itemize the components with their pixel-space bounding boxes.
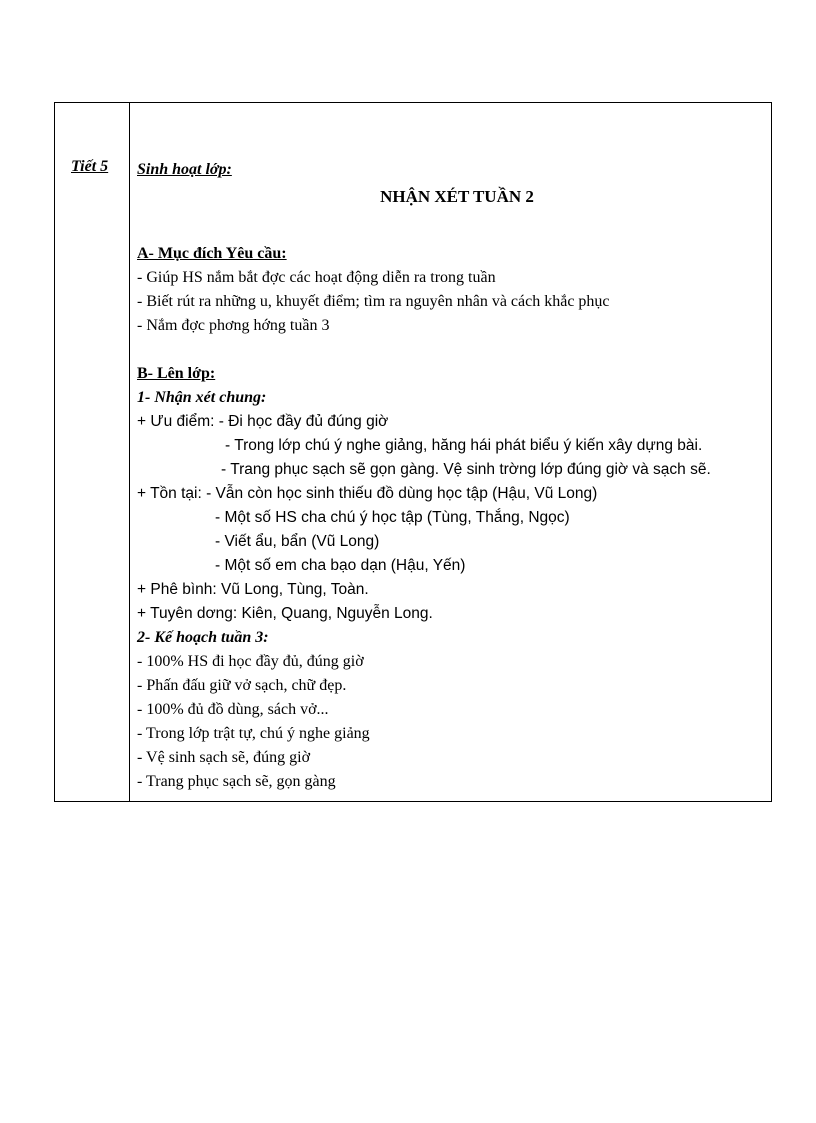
- lesson-content: [137, 158, 765, 794]
- plan-item: - 100% HS đi học đầy đủ, đúng giờ: [137, 653, 364, 670]
- weakness-item: - Một số HS cha chú ý học tập (Tùng, Thắng, Ngọc): [215, 509, 570, 526]
- weaknesses-line: + Tồn tại: - Vẫn còn học sinh thiếu đồ dùng học tập (Hậu, Vũ Long): [137, 485, 598, 502]
- plan-item: - Vệ sinh sạch sẽ, đúng giờ: [137, 749, 311, 766]
- period-label: Tiết 5: [71, 158, 109, 175]
- strengths-line: + Ưu điểm: - Đi học đầy đủ đúng giờ: [137, 413, 389, 430]
- column-divider: [129, 103, 130, 801]
- strength-item: - Trong lớp chú ý nghe giảng, hăng hái phát biểu ý kiến xây dựng bài.: [225, 437, 703, 454]
- week-plan-heading: 2- Kế hoạch tuần 3:: [137, 629, 269, 646]
- plan-item: - 100% đủ đồ dùng, sách vở...: [137, 701, 329, 718]
- general-review-heading: 1- Nhận xét chung:: [137, 389, 267, 406]
- section-heading: Sinh hoạt lớp:: [137, 161, 232, 178]
- plan-item: - Trong lớp trật tự, chú ý nghe giảng: [137, 725, 370, 742]
- lesson-table: [54, 102, 772, 802]
- criticism-line: + Phê bình: Vũ Long, Tùng, Toàn.: [137, 581, 369, 598]
- page-title: NHẬN XÉT TUẦN 2: [380, 187, 534, 206]
- part-a-item: - Giúp HS nắm bắt đợc các hoạt động diễn ra trong tuần: [137, 269, 496, 286]
- weakness-item: - Một số em cha bạo dạn (Hậu, Yến): [215, 557, 466, 574]
- plan-item: - Trang phục sạch sẽ, gọn gàng: [137, 773, 336, 790]
- part-a-item: - Nắm đợc phơng hớng tuần 3: [137, 317, 330, 334]
- strength-item: - Trang phục sạch sẽ gọn gàng. Vệ sinh trờng lớp đúng giờ và sạch sẽ.: [221, 461, 711, 478]
- part-b-heading: B- Lên lớp:: [137, 365, 216, 382]
- weakness-item: - Viết ẩu, bẩn (Vũ Long): [215, 533, 380, 550]
- praise-line: + Tuyên dơng: Kiên, Quang, Nguyễn Long.: [137, 605, 433, 622]
- part-a-heading: A- Mục đích Yêu cầu:: [137, 245, 287, 262]
- plan-item: - Phấn đấu giữ vở sạch, chữ đẹp.: [137, 677, 347, 694]
- part-a-item: - Biết rút ra những u, khuyết điểm; tìm ra nguyên nhân và cách khắc phục: [137, 293, 610, 310]
